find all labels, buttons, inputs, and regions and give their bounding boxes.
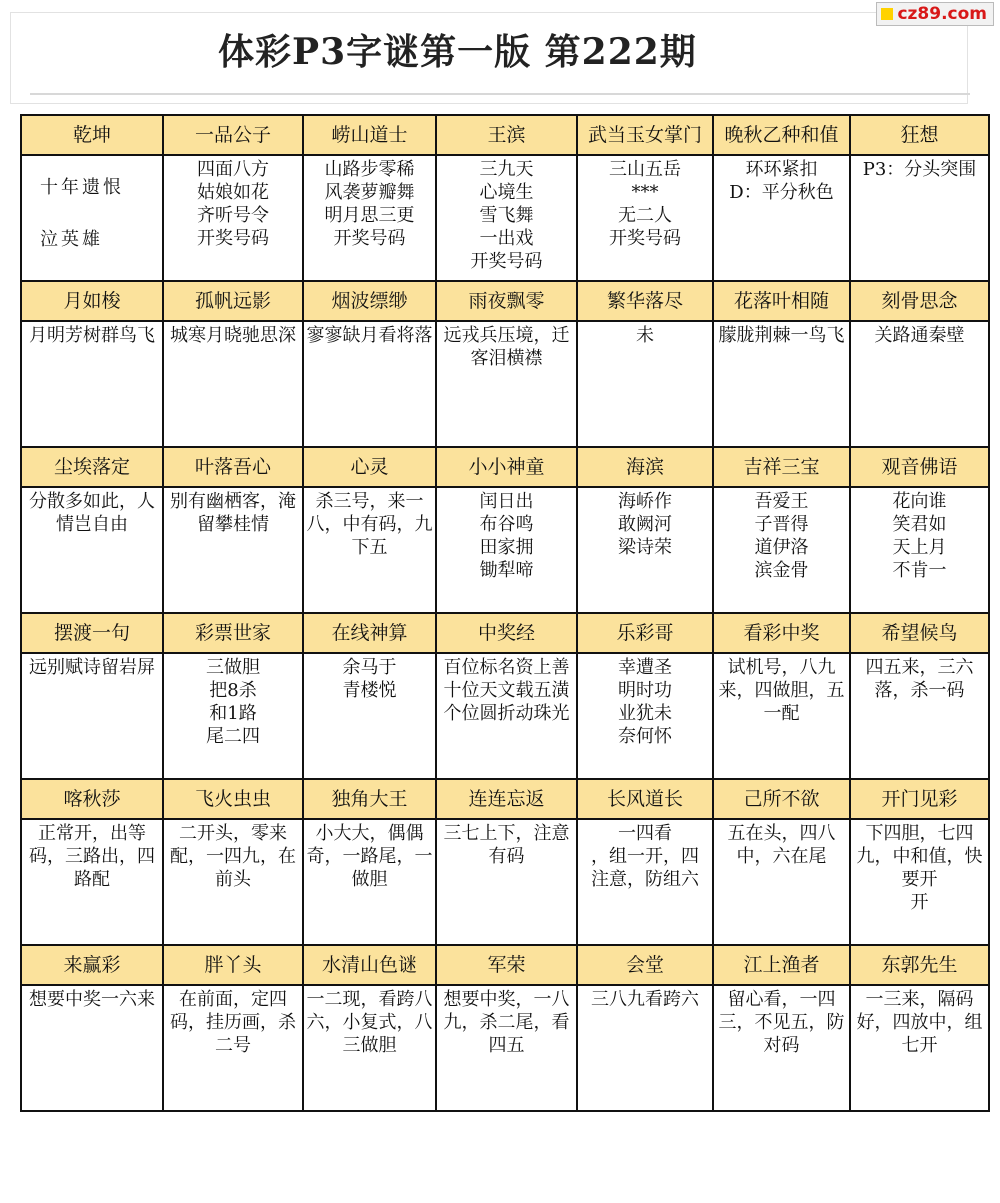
riddle-cell [436,819,577,945]
riddle-line [22,202,162,228]
riddle-line: 别有幽栖客，淹留攀桂情 [170,491,296,535]
riddle-line: 开奖号码 [197,228,269,249]
riddle-line: 五在头，四八中，六在尾 [727,823,836,867]
column-author-header: 小小神童 [436,447,577,487]
riddle-cell [303,155,436,281]
riddle-line: 三八九看跨六 [591,989,699,1010]
header-row [21,115,989,155]
column-author-header: 江上渔者 [713,945,850,985]
riddle-line: 开奖号码 [333,228,406,249]
riddle-line: 无二人 [618,205,672,226]
riddle-line: 海峤作 [618,491,672,512]
riddle-cell [303,321,436,447]
riddle-cell [577,819,713,945]
site-watermark[interactable] [876,2,994,26]
column-author-header: 开门见彩 [850,779,989,819]
riddle-cell [163,819,303,945]
watermark-text: cz89.com [897,4,987,24]
riddle-line: 道伊洛 [754,537,809,558]
riddle-cell [163,653,303,779]
riddle-line: 未 [636,325,654,346]
riddle-cell [21,819,163,945]
column-author-header: 在线神算 [303,613,436,653]
riddle-line: 开 [910,892,929,913]
riddle-line: 寥寥缺月看将落 [306,325,433,346]
column-author-header: 会堂 [577,945,713,985]
riddle-line: 子晋得 [754,514,809,535]
riddle-line: 杀三号，来一八，中有码，九下五 [306,491,433,558]
riddle-line: 明月思三更 [324,205,415,226]
column-author-header: 飞火虫虫 [163,779,303,819]
riddle-cell [21,487,163,613]
riddle-line: 百位标名资上善 [443,657,570,678]
riddle-line: 三做胆 [206,657,260,678]
riddle-line: 一三来，隔码好，四放中，组七开 [856,989,983,1056]
riddle-cell [577,487,713,613]
riddle-line: 奈何怀 [618,726,672,747]
riddle-line: 田家拥 [479,537,534,558]
column-author-header: 连连忘返 [436,779,577,819]
riddle-line: 雪飞舞 [479,205,534,226]
column-author-header: 彩票世家 [163,613,303,653]
square-icon [881,8,893,20]
riddle-line: 把8杀 [209,680,257,701]
riddle-cell [850,487,989,613]
riddle-line: 吾爱王 [754,491,809,512]
riddle-cell [713,487,850,613]
riddle-line: 三七上下，注意有码 [443,823,570,867]
riddle-cell [436,321,577,447]
column-author-header: 水清山色谜 [303,945,436,985]
header-row [21,779,989,819]
riddle-cell [713,653,850,779]
header-divider [30,93,970,95]
riddle-line: 花向谁 [892,491,947,512]
riddle-line: 正常开，出等码，三路出，四路配 [29,823,155,890]
riddle-cell [163,321,303,447]
riddle-line: 心境生 [479,182,534,203]
riddle-line: 天上月 [892,537,947,558]
column-author-header: 摆渡一句 [21,613,163,653]
riddle-cell [577,985,713,1111]
riddle-line: D：平分秋色 [729,182,834,203]
riddle-line: 业犹未 [618,703,672,724]
column-author-header: 繁华落尽 [577,281,713,321]
column-author-header: 武当玉女掌门 [577,115,713,155]
riddle-line: 开奖号码 [470,251,543,272]
riddle-line: 十年遗恨 [40,177,124,198]
riddle-row [21,487,989,613]
riddle-line: 青楼悦 [342,680,397,701]
riddle-line: 梁诗荣 [618,537,672,558]
header-row [21,281,989,321]
column-author-header: 月如梭 [21,281,163,321]
column-author-header: 叶落吾心 [163,447,303,487]
column-author-header: 崂山道士 [303,115,436,155]
column-author-header: 烟波缥缈 [303,281,436,321]
riddle-cell [21,985,163,1111]
riddle-cell [436,155,577,281]
riddle-cell [21,155,163,281]
column-author-header: 乾坤 [21,115,163,155]
riddle-line: 远戎兵压境，迁客泪横襟 [443,325,570,369]
riddle-row [21,321,989,447]
column-author-header: 王滨 [436,115,577,155]
riddle-cell [577,653,713,779]
column-author-header: 孤帆远影 [163,281,303,321]
column-author-header: 乐彩哥 [577,613,713,653]
column-author-header: 吉祥三宝 [713,447,850,487]
riddle-line: 闰日出 [479,491,534,512]
riddle-cell [21,321,163,447]
riddle-line: 幸遭圣 [618,657,672,678]
riddle-cell [436,487,577,613]
riddle-line: 个位圆折动珠光 [443,703,570,724]
riddle-line: 开奖号码 [609,228,681,249]
column-author-header: 看彩中奖 [713,613,850,653]
riddle-cell [303,487,436,613]
riddle-table [20,114,990,1112]
riddle-row [21,155,989,281]
column-author-header: 雨夜飘零 [436,281,577,321]
column-author-header: 晚秋乙种和值 [713,115,850,155]
riddle-line: 风袭萝瓣舞 [324,182,415,203]
riddle-cell [850,653,989,779]
riddle-line: 试机号，八九来，四做胆，五一配 [718,657,845,724]
column-author-header: 己所不欲 [713,779,850,819]
riddle-cell [850,819,989,945]
riddle-cell [163,155,303,281]
riddle-cell [163,985,303,1111]
riddle-line: 姑娘如花 [197,182,269,203]
riddle-line: 下四胆，七四九，中和值，快要开 [856,823,983,890]
column-author-header: 花落叶相随 [713,281,850,321]
riddle-line: 笑君如 [892,514,947,535]
column-author-header: 狂想 [850,115,989,155]
riddle-cell [850,155,989,281]
riddle-line: 明时功 [618,680,672,701]
riddle-line: 齐听号令 [197,205,269,226]
riddle-row [21,819,989,945]
riddle-line: 关路通秦壁 [874,325,965,346]
riddle-line: 不肯一 [892,560,947,581]
riddle-line: 城寒月晓驰思深 [170,325,296,346]
riddle-cell [713,819,850,945]
column-author-header: 中奖经 [436,613,577,653]
header-row [21,447,989,487]
riddle-row [21,653,989,779]
riddle-cell [577,155,713,281]
riddle-line: 滨金骨 [754,560,809,581]
column-author-header: 独角大王 [303,779,436,819]
riddle-line: 一出戏 [479,228,534,249]
riddle-line: 三九天 [479,159,534,180]
riddle-line: 月明芳树群鸟飞 [29,325,155,346]
column-author-header: 来赢彩 [21,945,163,985]
riddle-cell [850,321,989,447]
riddle-cell [21,653,163,779]
riddle-line: ，组一开，四 [591,846,699,867]
riddle-line: 余马于 [342,657,397,678]
column-author-header: 长风道长 [577,779,713,819]
riddle-line: 分散多如此，人情岂自由 [29,491,155,535]
riddle-line: 小大大，偶偶奇，一路尾，一做胆 [306,823,433,890]
column-author-header: 刻骨思念 [850,281,989,321]
riddle-line: 和1路 [209,703,257,724]
page-title: 体彩P3字谜第一版 第222期 [218,31,697,73]
column-author-header: 东郭先生 [850,945,989,985]
header-row [21,945,989,985]
riddle-line: 远别赋诗留岩屏 [29,657,155,678]
column-author-header: 尘埃落定 [21,447,163,487]
riddle-line: 泣英雄 [40,229,103,250]
riddle-line: 锄犁啼 [479,560,534,581]
riddle-line: 三山五岳 [609,159,681,180]
riddle-line: *** [631,182,659,203]
riddle-line: 二开头，零来配，一四九，在前头 [170,823,296,890]
riddle-line: 敢阙河 [618,514,672,535]
riddle-cell [713,155,850,281]
riddle-line: 十位天文载五潢 [443,680,570,701]
riddle-cell [303,653,436,779]
riddle-line: 想要中奖，一八九，杀二尾，看四五 [443,989,570,1056]
column-author-header: 海滨 [577,447,713,487]
riddle-cell [436,653,577,779]
column-author-header: 军荣 [436,945,577,985]
header-row [21,613,989,653]
riddle-cell [163,487,303,613]
riddle-row [21,985,989,1111]
riddle-line: P3：分头突围 [862,159,977,180]
riddle-line: 山路步零稀 [324,159,415,180]
riddle-cell [577,321,713,447]
riddle-line: 尾二四 [206,726,260,747]
riddle-cell [436,985,577,1111]
column-author-header: 希望候鸟 [850,613,989,653]
riddle-line: 朦胧荆棘一鸟飞 [718,325,845,346]
riddle-line: 四面八方 [197,159,269,180]
riddle-line: 一二现，看跨八六，小复式，八三做胆 [306,989,433,1056]
riddle-line: 四五来，三六落，杀一码 [865,657,974,701]
riddle-line: 注意，防组六 [591,869,699,890]
riddle-line: 布谷鸣 [479,514,534,535]
column-author-header: 心灵 [303,447,436,487]
column-author-header: 观音佛语 [850,447,989,487]
riddle-cell [850,985,989,1111]
riddle-cell [713,985,850,1111]
riddle-cell [303,819,436,945]
riddle-cell [303,985,436,1111]
riddle-line: 想要中奖一六来 [29,989,155,1010]
riddle-cell [713,321,850,447]
riddle-line: 在前面，定四码，挂历画，杀二号 [170,989,296,1056]
riddle-line: 一四看 [618,823,672,844]
column-author-header: 胖丫头 [163,945,303,985]
riddle-line: 环环紧扣 [745,159,818,180]
riddle-line: 留心看，一四三，不见五，防对码 [718,989,845,1056]
column-author-header: 喀秋莎 [21,779,163,819]
column-author-header: 一品公子 [163,115,303,155]
